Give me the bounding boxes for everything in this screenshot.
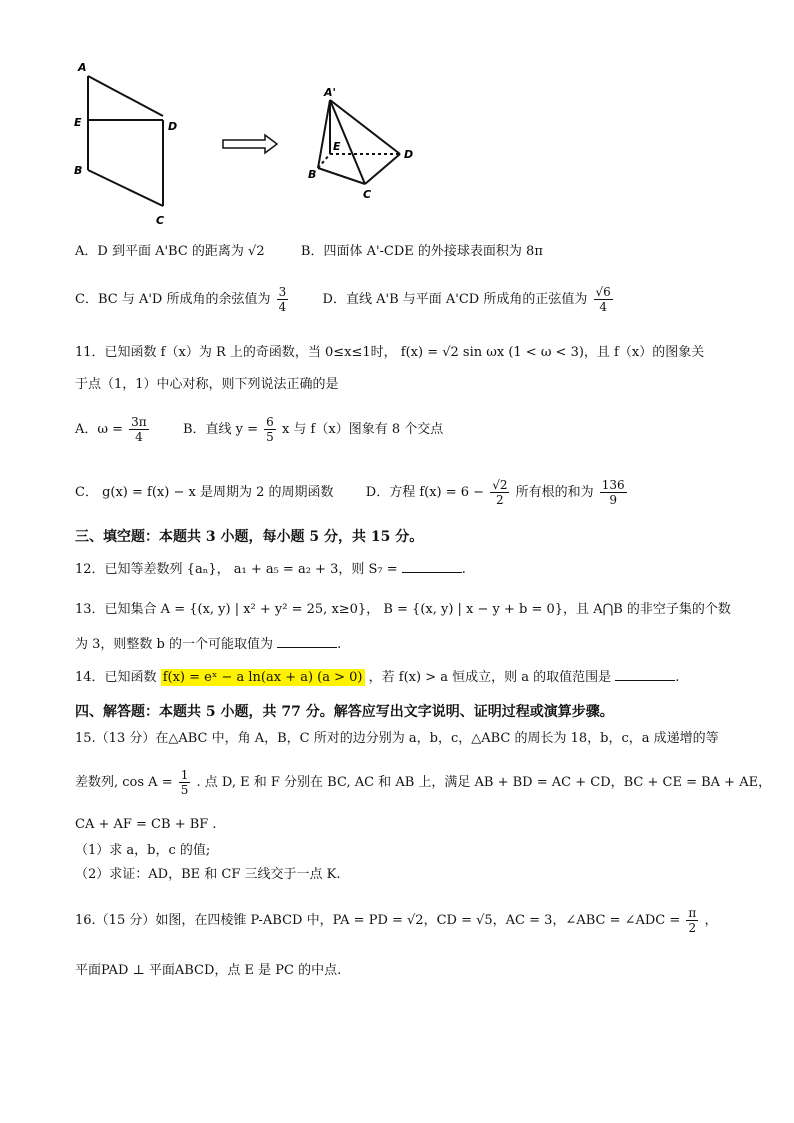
q11-option-d: D．方程 f(x) = 6 − (365, 485, 485, 500)
q16-line1-post: ， (704, 913, 718, 928)
q11-stem-line1: 11．已知函数 f（x）为 R 上的奇函数，当 0≤x≤1时， f(x) = √2 sin ωx (1 < ω < 3)，且 f（x）的图象关 (75, 345, 705, 360)
q16-line2: 平面PAD ⊥ 平面ABCD，点 E 是 PC 的中点. (75, 963, 342, 978)
q15-fraction: $\frac{1}{5}$ (180, 768, 189, 797)
label-A-prime: A' (324, 86, 336, 99)
q15-line1: 15.（13 分）在△ABC 中，角 A，B，C 所对的边分别为 a，b，c，△ABC 的周长为 18，b，c，a 成递增的等 (75, 731, 719, 746)
q11-options-cd (75, 478, 629, 507)
q14-text-pre: 14．已知函数 (75, 670, 157, 685)
q11-option-d-mid: 所有根的和为 (515, 485, 594, 500)
label-C-right: C (363, 188, 372, 201)
label-E: E (74, 116, 82, 129)
q15-part2: （2）求证：AD，BE 和 CF 三线交于一点 K. (75, 867, 341, 882)
q14-highlighted-function: f(x) = eˣ − a ln(ax + a) (a > 0) (162, 670, 363, 685)
q10-options-cd (75, 285, 615, 314)
q16-line1 (75, 906, 717, 935)
section-3-heading: 三、填空题：本题共 3 小题，每小题 5 分，共 15 分。 (75, 529, 424, 545)
q12: 12．已知等差数列 {aₙ}， a₁ + a₅ = a₂ + 3，则 S₇ = . (75, 562, 466, 577)
label-B: B (74, 164, 83, 177)
q13-answer-blank[interactable] (277, 635, 337, 648)
arrow-right-icon (223, 135, 277, 153)
folding-figure (60, 58, 440, 233)
q11-option-c: C． g(x) = f(x) − x 是周期为 2 的周期函数 (75, 485, 334, 500)
label-B-right: B (308, 168, 317, 181)
right-tetrahedron (318, 100, 400, 184)
q10-option-c: C．BC 与 A'D 所成角的余弦值为 (75, 292, 271, 307)
q16-line1-pre: 16.（15 分）如图，在四棱锥 P-ABCD 中，PA = PD = √2，CD = √5，AC = 3，∠ABC = ∠ADC = (75, 913, 681, 928)
q15-line2 (75, 768, 771, 797)
left-parallelogram (88, 76, 163, 206)
q12-text: 12．已知等差数列 {aₙ}， a₁ + a₅ = a₂ + 3，则 S₇ = (75, 562, 398, 577)
q14: 14．已知函数 f(x) = eˣ − a ln(ax + a) (a > 0) ，若 f(x) > a 恒成立，则 a 的取值范围是 . (75, 670, 680, 685)
q10-option-b: B．四面体 A'-CDE 的外接球表面积为 8π (300, 244, 543, 259)
q10-options-ab (75, 243, 543, 261)
q10-option-d-fraction: $\frac{√6}{4}$ (595, 285, 611, 314)
label-D: D (168, 120, 178, 133)
q12-answer-blank[interactable] (402, 560, 462, 573)
q11-option-d-fraction2: $\frac{136}{9}$ (601, 478, 625, 507)
q13-line1: 13．已知集合 A = {(x, y) | x² + y² = 25, x≥0}， B = {(x, y) | x − y + b = 0}，且 A⋂B 的非空子集的个数 (75, 602, 731, 617)
q13-line2: 为 3，则整数 b 的一个可能取值为 . (75, 637, 342, 652)
q14-answer-blank[interactable] (615, 668, 675, 681)
q11-option-b: B．直线 y = (182, 422, 259, 437)
q11-option-a-fraction: $\frac{3\pi}{4}$ (131, 415, 147, 444)
label-A: A (78, 61, 87, 74)
q16-fraction: $\frac{\pi}{2}$ (688, 906, 697, 935)
q10-option-c-fraction: $\frac{3}{4}$ (278, 285, 287, 314)
label-E-right: E (333, 140, 341, 153)
q11-options-ab (75, 415, 443, 444)
section-4-heading: 四、解答题：本题共 5 小题，共 77 分。解答应写出文字说明、证明过程或演算步骤。 (75, 704, 614, 720)
q11-option-d-fraction: $\frac{√2}{2}$ (492, 478, 508, 507)
q11-option-b-fraction: $\frac{6}{5}$ (266, 415, 274, 444)
label-C: C (156, 214, 165, 227)
q14-text-post: ，若 f(x) > a 恒成立，则 a 的取值范围是 (368, 670, 612, 685)
q11-option-a: A．ω = (75, 422, 124, 437)
q15-part1: （1）求 a，b，c 的值; (75, 843, 211, 858)
q11-option-b-post: x 与 f（x）图象有 8 个交点 (281, 422, 444, 437)
q15-line3: CA + AF = CB + BF . (75, 817, 217, 832)
q15-line2-pre: 差数列, cos A = (75, 775, 173, 790)
q11-stem-line2: 于点（1，1）中心对称，则下列说法正确的是 (75, 377, 339, 392)
q15-line2-post: . 点 D, E 和 F 分别在 BC, AC 和 AB 上，满足 AB + BD = AC + CD，BC + CE = BA + AE， (196, 775, 772, 790)
q13-text: 为 3，则整数 b 的一个可能取值为 (75, 637, 273, 652)
q10-option-a: A．D 到平面 A'BC 的距离为 √2 (75, 244, 265, 259)
label-D-right: D (404, 148, 414, 161)
q10-option-d: D．直线 A'B 与平面 A'CD 所成角的正弦值为 (322, 292, 588, 307)
